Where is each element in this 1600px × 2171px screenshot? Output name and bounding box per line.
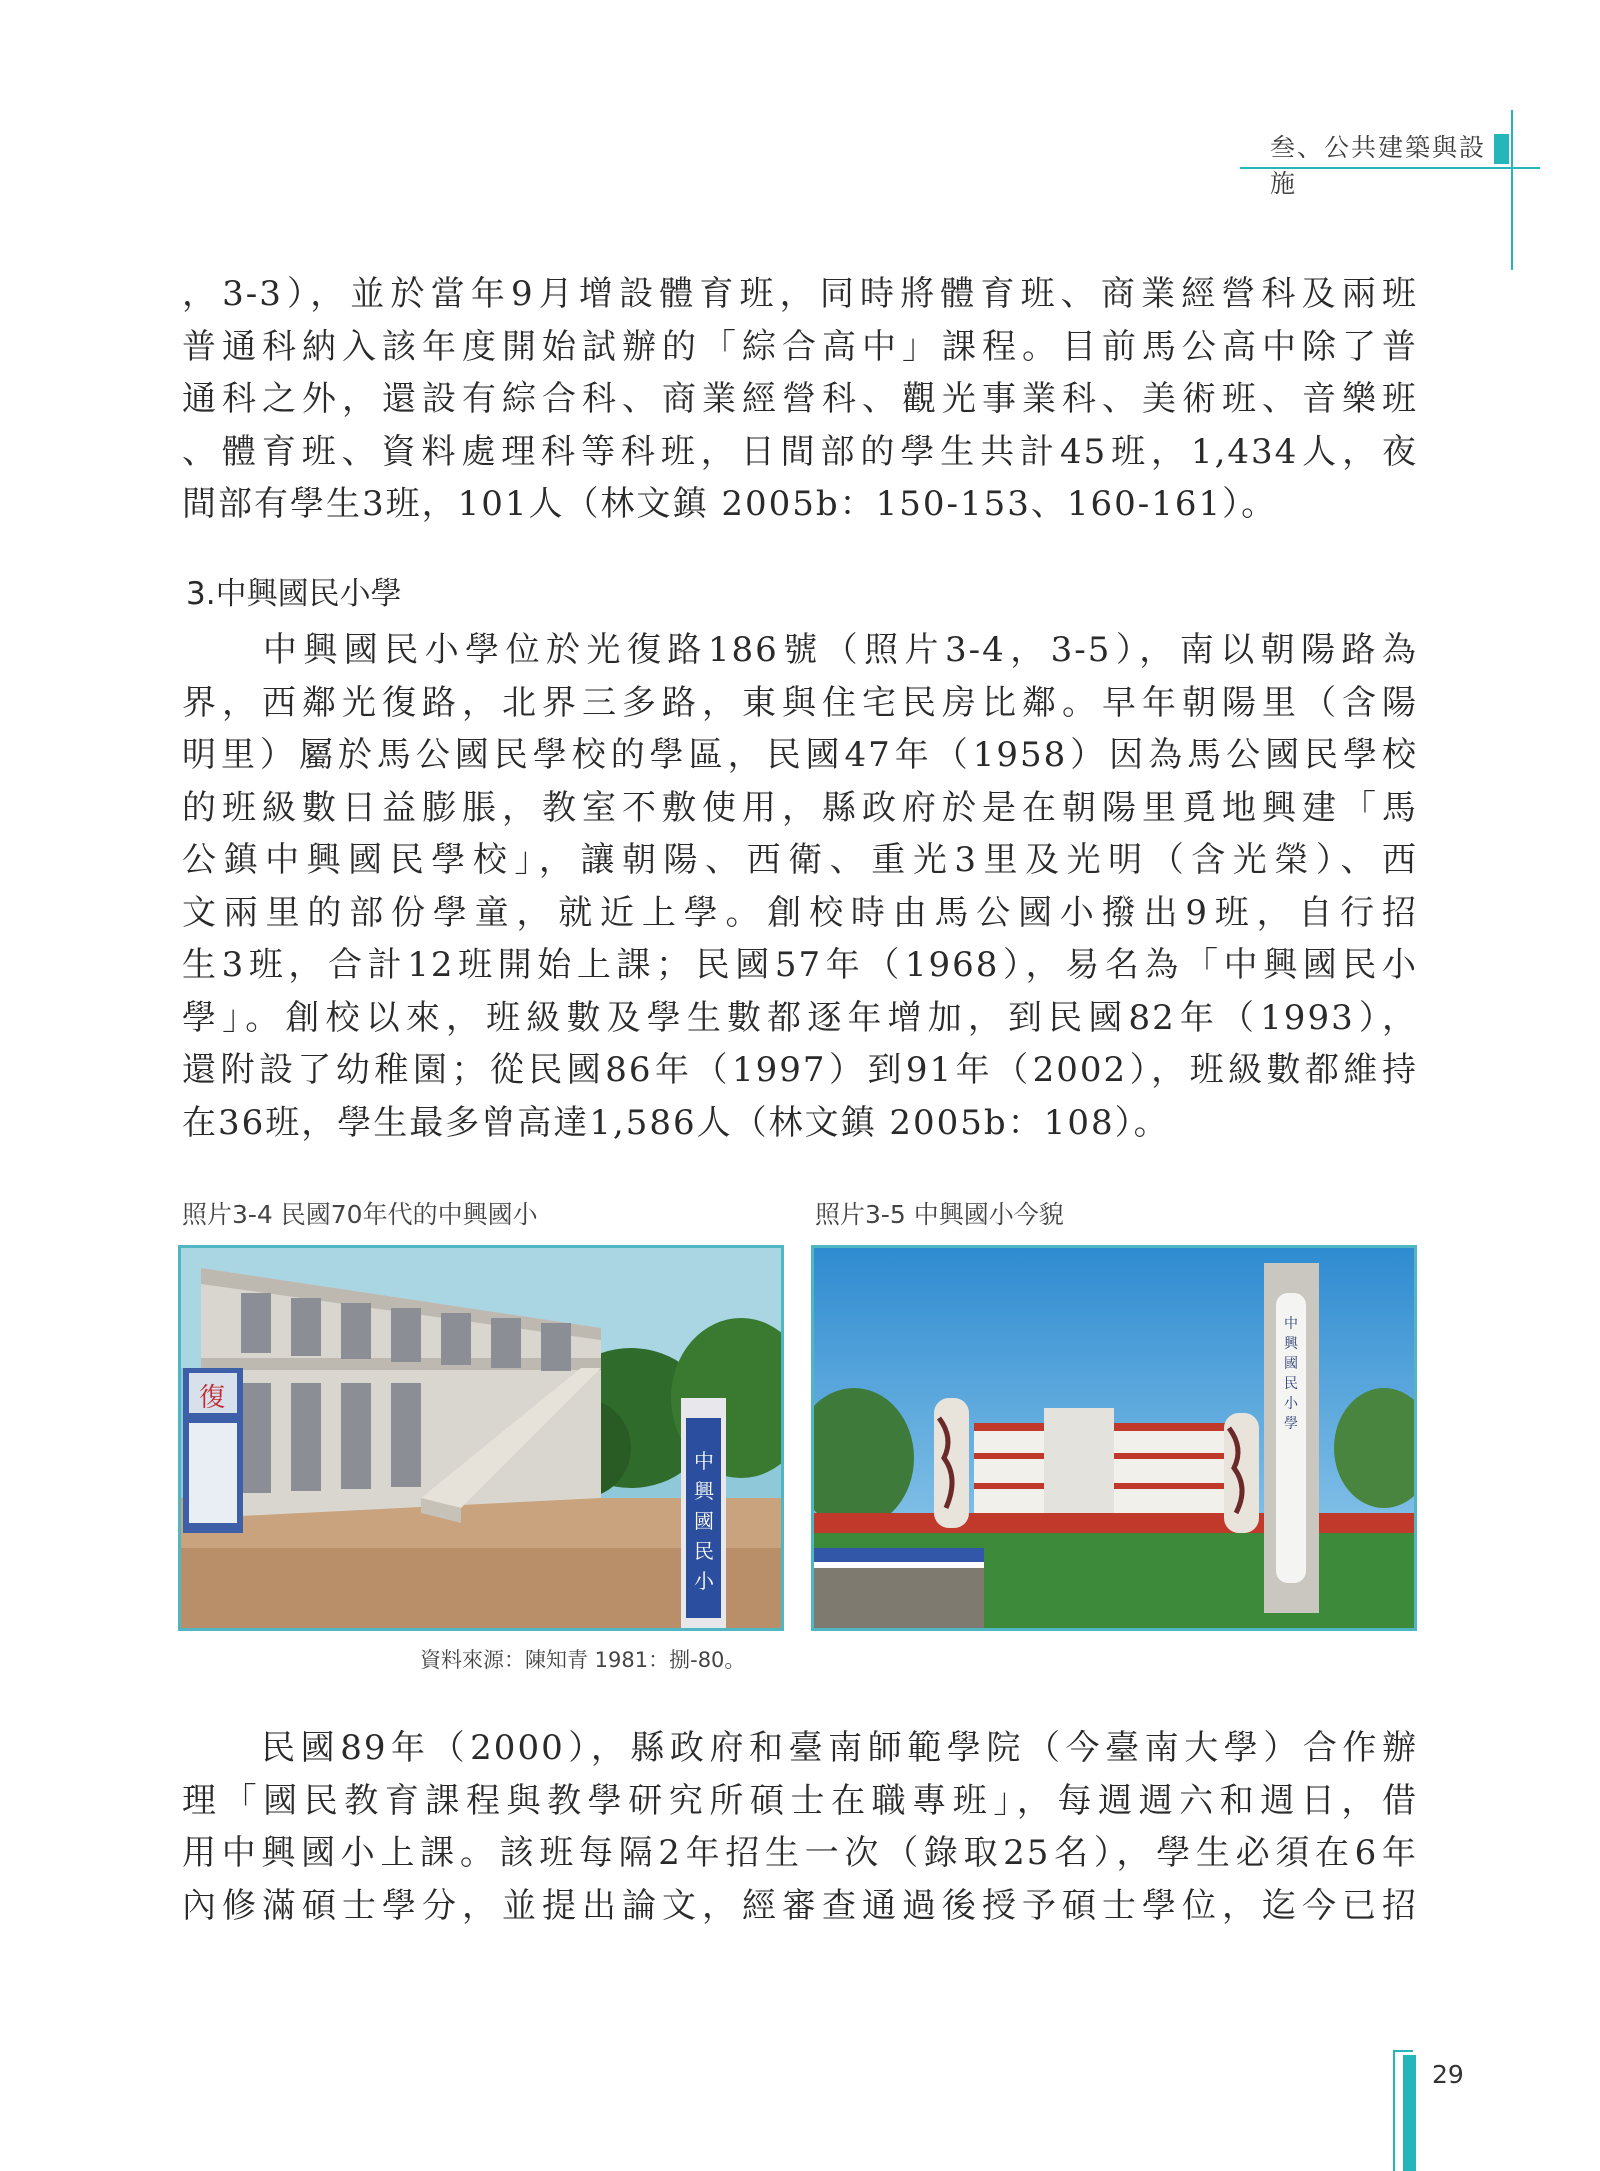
paragraph-3 <box>182 1722 1418 1932</box>
header-rule <box>1240 167 1540 169</box>
text-line: 在36班，學生最多曾高達1,586人（林文鎮 2005b：108）。 <box>182 1102 1170 1143</box>
page-number: 29 <box>1432 2060 1464 2089</box>
photo-2-caption: 照片3-5 中興國小今貌 <box>815 1200 1064 1229</box>
svg-text:民: 民 <box>1284 1376 1298 1392</box>
text-line: 通科之外，還設有綜合科、商業經營科、觀光事業科、美術班、音樂班 <box>182 379 1418 419</box>
footer-rule <box>1393 2050 1413 2052</box>
svg-text:中: 中 <box>1284 1316 1298 1332</box>
photo-school-today <box>811 1245 1417 1631</box>
svg-text:學: 學 <box>1284 1416 1298 1432</box>
text-line: 文兩里的部份學童，就近上學。創校時由馬公國小撥出9班，自行招 <box>182 892 1418 933</box>
svg-text:國: 國 <box>1284 1356 1298 1372</box>
paragraph-2 <box>182 624 1418 1149</box>
text-line: 間部有學生3班，101人（林文鎮 2005b：150-153、160-161）。 <box>182 484 1278 524</box>
svg-text:小: 小 <box>1284 1396 1298 1412</box>
svg-text:小: 小 <box>694 1569 714 1593</box>
text-line: 還附設了幼稚園；從民國86年（1997）到91年（2002），班級數都維持 <box>182 1050 1418 1090</box>
text-line: 民國89年（2000），縣政府和臺南師範學院（今臺南大學）合作辦 <box>182 1728 1418 1768</box>
header-vertical-rule <box>1511 110 1513 270</box>
photo-old-school <box>178 1245 784 1631</box>
text-line: ，3-3），並於當年9月增設體育班，同時將體育班、商業經營科及兩班 <box>182 274 1418 314</box>
svg-text:國: 國 <box>694 1509 714 1533</box>
svg-text:民: 民 <box>694 1539 714 1563</box>
text-line: 內修滿碩士學分，並提出論文，經審查通過後授予碩士學位，迄今已招 <box>182 1885 1418 1926</box>
svg-text:復: 復 <box>199 1383 226 1413</box>
text-line: 界，西鄰光復路，北界三多路，東與住宅民房比鄰。早年朝陽里（含陽 <box>182 682 1418 723</box>
text-line: 公鎮中興國民學校」，讓朝陽、西衛、重光3里及光明（含光榮）、西 <box>182 840 1418 880</box>
svg-text:興: 興 <box>694 1479 714 1503</box>
text-line: 用中興國小上課。該班每隔2年招生一次（錄取25名），學生必須在6年 <box>182 1833 1418 1873</box>
chapter-title: 叁、公共建築與設施 <box>1270 133 1487 198</box>
text-line: 理「國民教育課程與教學研究所碩士在職專班」，每週週六和週日，借 <box>182 1780 1418 1821</box>
footer-vertical-rule <box>1393 2050 1395 2171</box>
text-line: 學」。創校以來，班級數及學生數都逐年增加，到民國82年（1993）， <box>182 997 1418 1038</box>
header-accent-block <box>1494 134 1509 164</box>
photo-1-caption: 照片3-4 民國70年代的中興國小 <box>182 1200 538 1229</box>
text-line: 中興國民小學位於光復路186號（照片3-4，3-5），南以朝陽路為 <box>182 630 1418 670</box>
text-line: 明里）屬於馬公國民學校的學區，民國47年（1958）因為馬公國民學校 <box>182 735 1418 775</box>
text-line: 、體育班、資料處理科等科班，日間部的學生共計45班，1,434人，夜 <box>182 431 1418 472</box>
svg-text:興: 興 <box>1284 1336 1298 1352</box>
svg-text:中: 中 <box>694 1449 714 1473</box>
paragraph-1 <box>182 268 1418 531</box>
photo-source: 資料來源：陳知青 1981：捌-80。 <box>420 1648 746 1672</box>
text-line: 普通科納入該年度開始試辦的「綜合高中」課程。目前馬公高中除了普 <box>182 326 1418 367</box>
text-line: 生3班，合計12班開始上課；民國57年（1968），易名為「中興國民小 <box>182 945 1418 985</box>
text-line: 的班級數日益膨脹，教室不敷使用，縣政府於是在朝陽里覓地興建「馬 <box>182 787 1418 828</box>
section-heading: 3.中興國民小學 <box>186 576 402 612</box>
footer-accent-bar <box>1403 2055 1416 2171</box>
